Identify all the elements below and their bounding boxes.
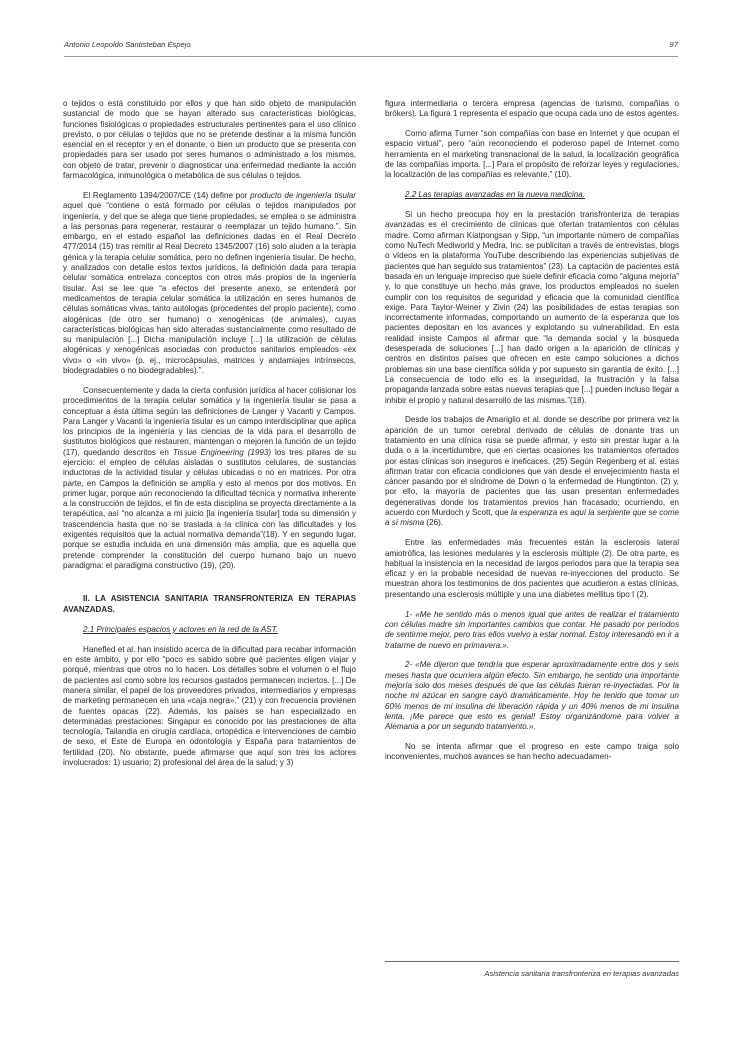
page-number: 97 (669, 40, 678, 49)
paragraph: figura intermediaria o tercera empresa (agencias de turismo, compañías o brókers). La figura 1 representa el espacio que ocupa cada uno de estos agentes. (385, 99, 679, 119)
subsection-heading: 2.1 Principales espacios y actores en la red de la AST. (83, 624, 279, 634)
patient-quote: 2- «Me dijeron que tendría que esperar aproximadamente entre dos y seis meses hasta que ocurriera algún efecto. Sin embargo, he sentido una importante mejoría solo dos meses después de que las células fueran re-inyectadas. Por la noche mi azúcar en sangre cayó dramáticamente. Hoy he tenido que tomar un 60% menos de mi insulina de liberación rápida y un 40% menos de mi insulina lenta. ¡Me parece que esto es genial! Estoy organizándome para volver a Alemania a por un segundo tratamiento.». (385, 660, 679, 732)
paragraph (63, 191, 356, 376)
running-footer: Asistencia sanitaria transfronteriza en terapias avanzadas (484, 969, 679, 978)
paragraph: Hanefled et al. han insistido acerca de la dificultad para recabar información en este ámbito, y por ello “poco es sabido sobre qué pacientes eligen viajar y porqué, mientras que otros no lo hacen. Los detalles sobre el volumen o el flujo de pacientes así como sobre los recursos gastados permanecen inciertos. [...] De manera similar, el papel de los proveedores privados, intermediarios y empresas de marketing permanecen en una «caja negra».” (21) y con frecuencia provienen de fuentes opacas (22). Además, los países se han especializado en determinadas prestaciones: Singapur es conocido por las prestaciones de alta tecnología, Tailandia en cirugía cardíaca, ortopédica e intervenciones de cambio de sexo, el Este de Europa en odontología y España para tratamientos de fertilidad (20). No obstante, puede afirmarse que aquí son tres los actores involucrados: 1) usuario; 2) profesional del área de la salud; y 3) (63, 644, 356, 767)
right-column (385, 99, 679, 772)
page-header (64, 40, 678, 54)
emphasis-text: Tissue Engineering (1993) (172, 447, 272, 457)
paragraph (63, 386, 356, 571)
paragraph-text: Desde los trabajos de Amariglio et al. donde se describe por primera vez la aparición de un tumor cerebral derivado de células de donante tras un tratamiento en una clínica rusa se puede afirmar, y esto sin prestar lugar a la duda o a la incertidumbre, que en ciertas ocasiones los tratamientos ofertados por estas clínicas son inseguros e ineficaces. (25) Según Regenberg et al. estas afirman tratar con eficacia condiciones que van desde el envejecimiento hasta el cáncer pasando por el síndrome de Down o la enfermedad de Hungtinton. (2) y, por ello, la mayoría de pacientes que las usan presentan enfermedades degenerativas donde los tratamientos previos han fracasado; ocurriendo, en acuerdo con Murdoch y Scott, que (385, 415, 679, 518)
paragraph: Como afirma Turner “son compañías con base en Internet y que ocupan el espacio virtual”, pero “aún reconociendo el poderoso papel de Internet como herramienta en el marketing transnacional de la salud, la localización geográfica de las compañías importa. [...] Para el propósito de reforzar leyes y regulaciones, la localización de las compañías es relevante.” (10). (385, 129, 679, 180)
left-column (63, 99, 356, 778)
paragraph: o tejidos o está constituido por ellos y que han sido objeto de manipulación sustancial de modo que se hayan alterado sus características biológicas, funciones fisiológicas o propiedades estructurales pertinentes para el uso clínico previsto, o por células o tejidos que no se pretende destinar a la misma función esencial en el receptor y en el donante, o bien un producto que se presenta con propiedades para ser usado por seres humanos o administrado a los mismos, con objeto de tratar, prevenir o diagnosticar una enfermedad mediante la acción farmacológica, inmunológica o metabólica de sus células o tejidos. (63, 99, 356, 181)
paragraph (385, 415, 679, 528)
paragraph-text: aquel que “contiene o está formado por células o tejidos manipulados por ingeniería, y del que se alega que tiene propiedades, se emplea o se administra a las personas para regenerar, restaurar o reemplazar un tejido humano.”. Sin embargo, en el estado español las definiciones dadas en el Real Decreto 477/2014 (15) tras remitir al Real Decreto 1345/2007 (16) solo aluden a la terapia génica y la terapia celular somática, pero no definen ingeniería tisular. De hecho, y analizados con detalle estos textos jurídicos, la definición dada para terapia celular somática entrelaza conceptos con otros más propios de la ingeniería tisular. Así se lee que “a efectos del presente anexo, se entenderá por medicamentos de terapia celular somática la utilización en seres humanos de células somáticas vivas, tanto autólogas (procedentes del propio paciente), como alogénicas (de otro ser humano) o xenogénicas (de animales), cuyas características biológicas han sido alteradas sustancialmente como resultado de su manipulación [...] Dicha manipulación incluye [...] la utilización de células alogénicas y xenogénicas asociadas con productos sanitarios empleados «ex vivo» o «in vivo» (p. ej., microcápsulas, matrices y andamiajes intrínsecos, biodegradables o no biodegradables).”. (63, 201, 356, 376)
paragraph-text: los tres pilares de su ejercicio: el empleo de células aisladas o sustitutos celulares, de sustancias inductoras de la actividad tisular y células ubicadas o no en matrices. Por otra parte, en Campos la definición se amplía y esto al menos por dos motivos. En primer lugar, porque aún reconociendo la dificultad técnica y normativa inherente a la construcción de tejidos, el fin de esta disciplina se proyecta directamente a la terapéutica, así “no alcanza a mi juicio [la ingeniería tisular] toda su dimensión y trascendencia hasta que no se traslada a la clínica con las dificultades y los exigentes requisitos que la actual normativa demanda”(18). Y en segundo lugar, porque se estudia incluida en una dimensión más amplia, que es aquella que pretende comprender la constitución del cuerpo humano bajo un nuevo paradigma: el paradigma constructivo (19), (20). (63, 447, 356, 570)
paragraph-text: Consecuentemente y dada la cierta confusión jurídica al hacer colisionar los procedimientos de la terapia celular somática y la ingeniería tisular se pasa a conceptuar a ésta última según las definiciones de Langer y Vacanti y Campos. Para Langer y Vacanti la ingeniería tisular es un campo interdisciplinar que aplica los principios de la ingeniería y las ciencias de la vida para el desarrollo de sustitutos biológicos que restauren, mantengan o mejoren la función de un tejido (17), quedando descritos en (63, 385, 356, 457)
paragraph: No se intenta afirmar que el progreso en este campo traiga solo inconvenientes, muchos avances se han hecho adecuadamen- (385, 742, 679, 762)
footer-rule (385, 961, 679, 962)
subsection-heading: 2.2 Las terapias avanzadas en la nueva medicina. (405, 190, 585, 200)
emphasis-text: producto de ingeniería tisular (250, 190, 356, 200)
paragraph-text: (26). (424, 518, 444, 528)
patient-quote: 1- «Me he sentido más o menos igual que antes de realizar el tratamiento con células madre sin importantes cambios que contar. He pasado por períodos de sentirme mejor, pero tras ellos vuelvo a estar normal. Estoy interesando en ir a tratarme de nuevo en primavera.». (385, 609, 679, 650)
emphasis-text: la esperanza es aquí la serpiente que se come a sí misma (385, 508, 680, 528)
running-author: Antonio Leopoldo Santisteban Espejo (64, 40, 191, 49)
section-heading: II. LA ASISTENCIA SANITARIA TRANSFRONTERIZA EN TERAPIAS AVANZADAS. (63, 594, 356, 614)
paragraph: Si un hecho preocupa hoy en la prestación transfronteriza de terapias avanzadas es el crecimiento de clínicas que ofertan tratamientos con células madre. Como afirman Kiatpongsan y Sipp, “un importante número de compañías como NuTech Mediworld y Medra, Inc. se publicitan a través de entrevistas, blogs o vídeos en la plataforma YouTube describiendo las experiencias subjetivas de pacientes que han seguido sus tratamientos” (23). La captación de pacientes está basada en un lenguaje impreciso que suele definir eficacia como “alguna mejoría” y, lo que constituye un hecho más grave, los productos empleados no suelen cumplir con los requisitos de seguridad y eficacia que la comunidad científica exige. Para Taylor-Weiner y Zivin (24) las posibilidades de estas terapias son incorrectamente informadas, comportando un aumento de la esperanza que los pacientes depositan en los avances y explotando su vulnerabilidad. En esta realidad insiste Campos al afirmar que “la demanda social y la búsqueda desesperada de soluciones [...] han dado origen a la aparición de clínicas y centros en distintos países que ofrecen en este campo soluciones a dichos problemas sin una base científica sólida y por supuesto sin garantía de éxito. [...] La consecuencia de todo ello es la inseguridad, la frustración y la falsa propaganda lanzada sobre estas nuevas terapias que [...] pueden incluso llegar a inhibir el propio y natural desarrollo de las mismas.”(18). (385, 210, 679, 405)
paragraph: Entre las enfermedades más frecuentes están la esclerosis lateral amiotrófica, las lesiones medulares y la esclerosis múltiple (2). De otra parte, es habitual la insistencia en la necesidad de largos periodos para que la terapia sea eficaz y en la probable necesidad de nuevas re-inyecciones del producto. Se muestran ahora los testimonios de dos pacientes que acudieron a estas clínicas, presentando una esclerosis múltiple y una una diabetes mellitus tipo I (2). (385, 538, 679, 599)
header-rule (64, 56, 678, 57)
paragraph-text: El Reglamento 1394/2007/CE (14) define por (83, 190, 251, 200)
